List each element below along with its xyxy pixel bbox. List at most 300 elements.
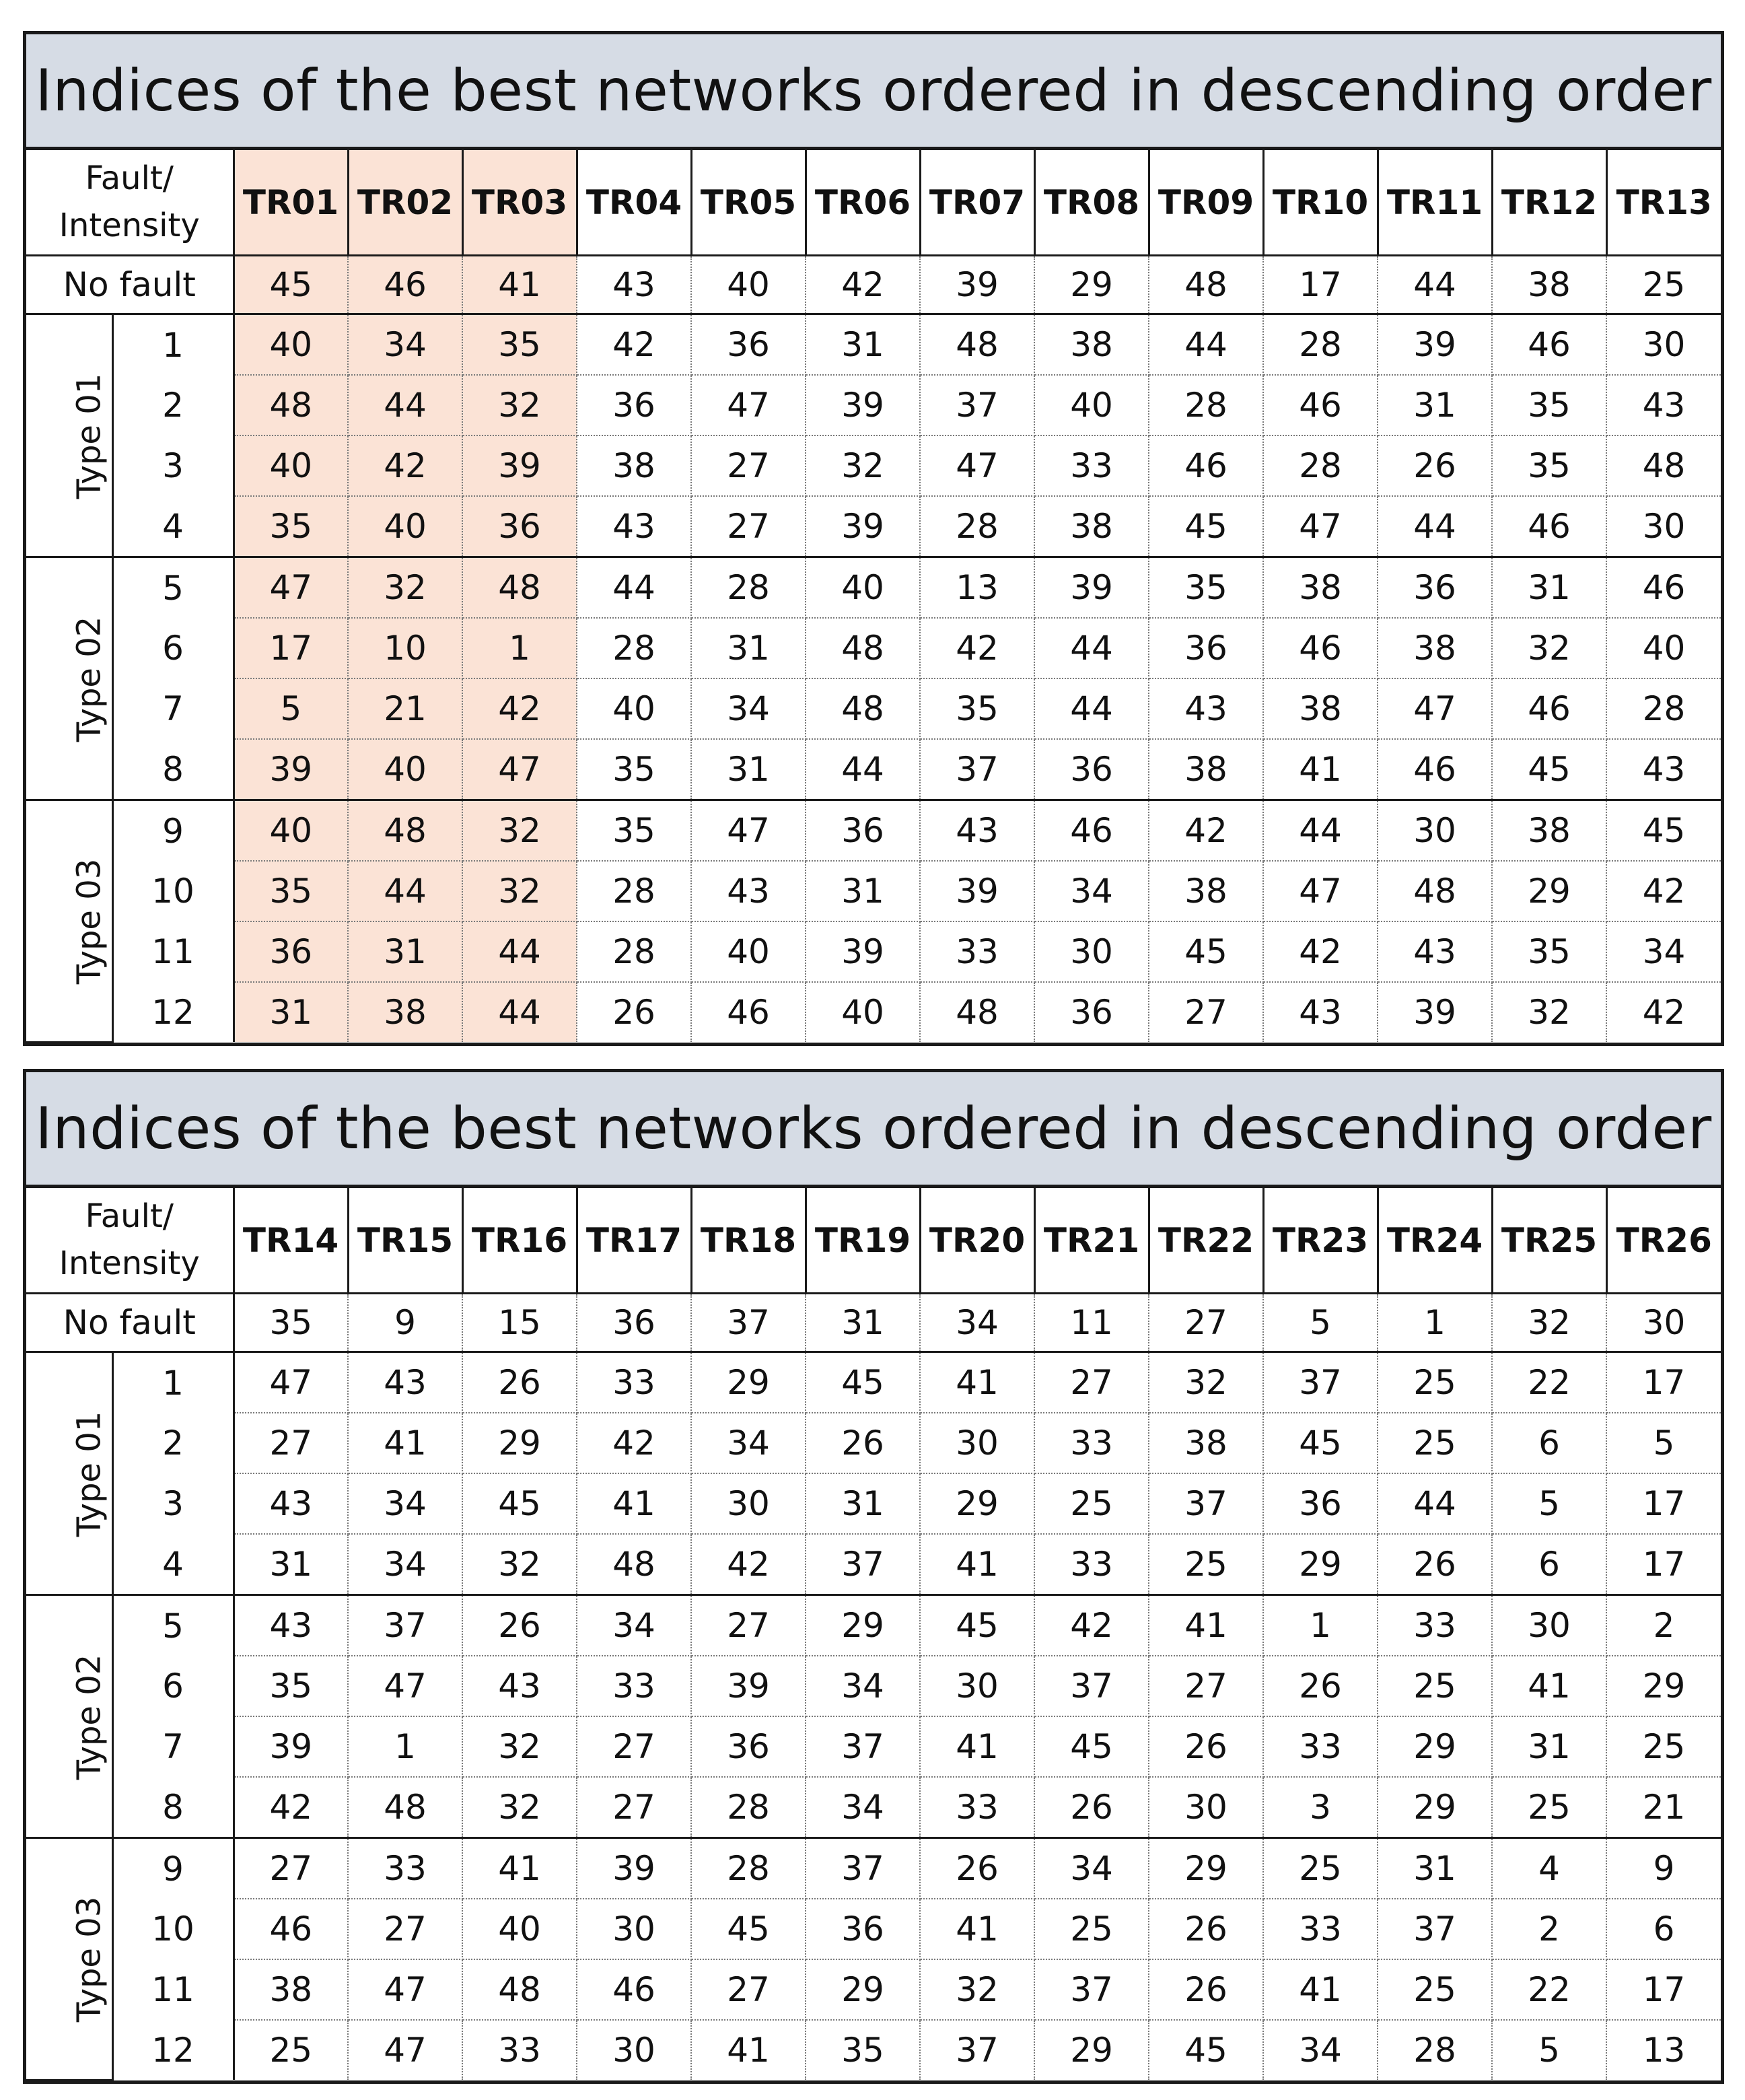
table-cell: 39 — [234, 739, 348, 800]
table-title: Indices of the best networks ordered in descending order — [26, 1072, 1721, 1188]
table-cell: 30 — [577, 2020, 691, 2080]
column-header: TR12 — [1492, 150, 1606, 256]
table-cell: 25 — [1378, 1352, 1492, 1413]
table-cell: 37 — [920, 739, 1034, 800]
table-cell: 48 — [577, 1534, 691, 1595]
column-header: TR22 — [1149, 1188, 1263, 1294]
table-cell: 42 — [1642, 993, 1686, 1032]
corner-line-1: Fault/ — [85, 1197, 174, 1235]
table-cell: 44 — [1378, 496, 1492, 557]
table-cell: 5 — [1492, 2020, 1606, 2080]
table-cell: 43 — [234, 1595, 348, 1656]
table-cell: 34 — [806, 1656, 920, 1716]
table-cell: 32 — [462, 800, 577, 862]
table-cell: 35 — [234, 1656, 348, 1716]
table-cell: 29 — [1034, 2020, 1149, 2080]
table-cell: 27 — [691, 1595, 806, 1656]
table-cell: 33 — [1263, 1899, 1378, 1959]
table-cell: 27 — [1034, 1352, 1149, 1413]
table-cell: 44 — [1149, 314, 1263, 376]
table-cell: 29 — [1378, 1716, 1492, 1777]
fault-type-label — [26, 557, 112, 800]
table-cell: 35 — [234, 496, 348, 557]
table-cell: 44 — [1034, 618, 1149, 678]
table-cell: 44 — [1263, 800, 1378, 862]
table-cell: 43 — [234, 1473, 348, 1534]
table-cell: 41 — [691, 2020, 806, 2080]
table-cell: 39 — [1378, 982, 1492, 1042]
table-cell: 47 — [348, 1959, 462, 2020]
table-cell: 45 — [1492, 739, 1606, 800]
column-header: TR09 — [1149, 150, 1263, 256]
table-cell: 40 — [234, 314, 348, 376]
table-cell: 32 — [462, 1777, 577, 1838]
network-index-table — [26, 150, 1721, 1043]
table-cell: 28 — [691, 557, 806, 619]
table-cell: 5 — [1492, 1473, 1606, 1534]
table-cell: 31 — [806, 314, 920, 376]
table-cell: 26 — [1378, 1534, 1492, 1595]
table-cell: 31 — [234, 982, 348, 1042]
table-cell: 27 — [691, 496, 806, 557]
table-cell: 25 — [1378, 1413, 1492, 1473]
table-cell: 45 — [691, 1899, 806, 1959]
intensity-label: 9 — [112, 800, 234, 862]
table-cell: 29 — [1149, 1838, 1263, 1899]
table-cell: 40 — [234, 800, 348, 862]
table-cell: 32 — [1492, 1294, 1606, 1352]
table-cell: 32 — [920, 1959, 1034, 2020]
table-cell: 29 — [806, 1595, 920, 1656]
table-cell: 43 — [691, 861, 806, 921]
table-cell: 33 — [462, 2020, 577, 2080]
table-cell: 28 — [691, 1838, 806, 1899]
table-cell: 36 — [462, 496, 577, 557]
table-cell: 43 — [1263, 982, 1378, 1042]
table-cell: 41 — [462, 1838, 577, 1899]
fault-type-text: Type 01 — [70, 373, 108, 499]
table-row — [26, 1656, 1721, 1716]
table-cell: 42 — [577, 314, 691, 376]
table-cell: 34 — [577, 1595, 691, 1656]
table-cell: 31 — [1378, 1838, 1492, 1899]
intensity-label: 1 — [112, 314, 234, 376]
table-cell: 13 — [920, 557, 1034, 619]
table-cell: 26 — [1378, 435, 1492, 496]
table-cell: 44 — [1034, 678, 1149, 739]
table-cell: 31 — [348, 921, 462, 982]
table-cell: 38 — [1492, 800, 1606, 862]
intensity-label: 2 — [112, 375, 234, 435]
table-cell: 26 — [806, 1413, 920, 1473]
table-cell: 28 — [577, 921, 691, 982]
column-header: TR17 — [577, 1188, 691, 1294]
table-cell: 35 — [462, 314, 577, 376]
table-row — [26, 1534, 1721, 1595]
table-cell: 28 — [920, 496, 1034, 557]
intensity-label: 3 — [112, 1473, 234, 1534]
table-cell: 29 — [462, 1413, 577, 1473]
table-row — [26, 800, 1721, 862]
table-cell: 1 — [1378, 1294, 1492, 1352]
table-row — [26, 1413, 1721, 1473]
table-row — [26, 1473, 1721, 1534]
table-cell: 25 — [1034, 1899, 1149, 1959]
table-cell: 38 — [1263, 557, 1378, 619]
intensity-label: 4 — [112, 1534, 234, 1595]
table-cell: 46 — [1492, 678, 1606, 739]
column-header: TR23 — [1263, 1188, 1378, 1294]
table-cell: 45 — [1263, 1413, 1378, 1473]
table-cell: 36 — [1149, 618, 1263, 678]
fault-type-label — [26, 1352, 112, 1595]
table-cell: 28 — [577, 618, 691, 678]
table-cell: 10 — [348, 618, 462, 678]
table-cell: 40 — [234, 435, 348, 496]
intensity-label: 7 — [112, 1716, 234, 1777]
table-cell: 38 — [1034, 314, 1149, 376]
table-cell: 15 — [462, 1294, 577, 1352]
table-cell: 39 — [806, 375, 920, 435]
table-cell: 48 — [1149, 256, 1263, 314]
table-cell: 22 — [1492, 1959, 1606, 2020]
table-cell: 31 — [1378, 375, 1492, 435]
table-cell: 26 — [462, 1595, 577, 1656]
fault-type-text: Type 02 — [70, 1654, 108, 1780]
column-header: TR16 — [462, 1188, 577, 1294]
table-cell: 34 — [806, 1777, 920, 1838]
table-cell: 28 — [1606, 678, 1721, 739]
results-table-panel-1 — [23, 31, 1724, 1046]
table-cell: 41 — [1149, 1595, 1263, 1656]
table-cell: 40 — [462, 1899, 577, 1959]
column-header: TR21 — [1034, 1188, 1149, 1294]
table-cell: 21 — [1606, 1777, 1721, 1838]
table-cell: 22 — [1492, 1352, 1606, 1413]
table-cell: 38 — [1034, 496, 1149, 557]
table-cell: 43 — [462, 1656, 577, 1716]
table-cell: 47 — [920, 435, 1034, 496]
table-cell: 40 — [348, 739, 462, 800]
intensity-label: 4 — [112, 496, 234, 557]
intensity-label: 6 — [112, 1656, 234, 1716]
table-cell: 26 — [577, 982, 691, 1042]
table-cell: 46 — [1263, 618, 1378, 678]
table-cell: 35 — [920, 678, 1034, 739]
intensity-label: 2 — [112, 1413, 234, 1473]
column-header: TR03 — [462, 150, 577, 256]
fault-type-text: Type 03 — [70, 1896, 108, 2023]
table-cell: 43 — [348, 1352, 462, 1413]
table-cell: 36 — [234, 921, 348, 982]
table-cell: 39 — [806, 496, 920, 557]
no-fault-label: No fault — [26, 256, 234, 314]
table-cell: 5 — [234, 678, 348, 739]
table-cell: 17 — [1606, 1473, 1721, 1534]
table-cell: 37 — [1034, 1656, 1149, 1716]
table-cell: 36 — [806, 800, 920, 862]
column-header: TR10 — [1263, 150, 1378, 256]
table-cell: 29 — [1492, 861, 1606, 921]
table-cell: 4 — [1492, 1838, 1606, 1899]
intensity-label: 9 — [112, 1838, 234, 1899]
table-cell: 34 — [920, 1294, 1034, 1352]
column-header: TR06 — [806, 150, 920, 256]
table-cell: 32 — [462, 375, 577, 435]
table-cell: 33 — [1034, 1534, 1149, 1595]
table-cell: 30 — [920, 1413, 1034, 1473]
table-cell: 29 — [1263, 1534, 1378, 1595]
table-cell: 48 — [920, 314, 1034, 376]
table-cell: 48 — [806, 678, 920, 739]
table-cell: 37 — [691, 1294, 806, 1352]
fault-type-text: Type 01 — [70, 1411, 108, 1537]
network-index-table — [26, 1188, 1721, 2081]
table-cell: 43 — [577, 496, 691, 557]
table-cell: 25 — [1034, 1473, 1149, 1534]
table-cell: 34 — [691, 1413, 806, 1473]
table-cell: 35 — [234, 861, 348, 921]
fault-type-text: Type 03 — [70, 858, 108, 985]
table-cell: 41 — [1492, 1656, 1606, 1716]
table-cell: 33 — [577, 1656, 691, 1716]
table-cell: 45 — [462, 1473, 577, 1534]
table-cell: 37 — [1263, 1352, 1378, 1413]
column-header: TR08 — [1034, 150, 1149, 256]
table-cell: 43 — [920, 800, 1034, 862]
table-cell: 36 — [1378, 557, 1492, 619]
table-cell: 3 — [1263, 1777, 1378, 1838]
table-cell: 25 — [1606, 1716, 1721, 1777]
table-cell: 48 — [806, 618, 920, 678]
table-cell: 39 — [577, 1838, 691, 1899]
column-header: TR26 — [1606, 1188, 1721, 1294]
table-cell: 48 — [348, 1777, 462, 1838]
column-header: TR11 — [1378, 150, 1492, 256]
table-cell: 35 — [1492, 435, 1606, 496]
table-cell: 35 — [1149, 557, 1263, 619]
column-header: TR01 — [234, 150, 348, 256]
table-cell: 31 — [691, 739, 806, 800]
table-cell: 38 — [1263, 678, 1378, 739]
table-cell: 41 — [920, 1534, 1034, 1595]
table-cell: 25 — [1492, 1777, 1606, 1838]
table-cell: 41 — [920, 1352, 1034, 1413]
table-row — [26, 618, 1721, 678]
table-cell: 34 — [1263, 2020, 1378, 2080]
table-cell: 17 — [1606, 1534, 1721, 1595]
table-cell: 31 — [1492, 557, 1606, 619]
table-cell: 47 — [234, 557, 348, 619]
table-cell: 31 — [234, 1534, 348, 1595]
column-header: TR14 — [234, 1188, 348, 1294]
table-cell: 27 — [691, 1959, 806, 2020]
table-cell: 25 — [1149, 1534, 1263, 1595]
table-cell: 25 — [1606, 256, 1721, 314]
table-cell: 33 — [1034, 1413, 1149, 1473]
table-cell: 45 — [920, 1595, 1034, 1656]
column-header: TR19 — [806, 1188, 920, 1294]
table-cell: 48 — [348, 800, 462, 862]
table-cell: 46 — [1378, 739, 1492, 800]
table-cell: 30 — [1378, 800, 1492, 862]
table-cell: 46 — [1263, 375, 1378, 435]
table-cell: 40 — [1606, 618, 1721, 678]
table-cell: 33 — [1378, 1595, 1492, 1656]
column-header: TR05 — [691, 150, 806, 256]
table-cell: 48 — [1378, 861, 1492, 921]
table-cell: 17 — [1263, 256, 1378, 314]
fault-type-label — [26, 1595, 112, 1838]
table-cell: 46 — [234, 1899, 348, 1959]
table-cell: 30 — [1606, 496, 1721, 557]
intensity-label: 8 — [112, 739, 234, 800]
table-row — [26, 557, 1721, 619]
table-cell: 44 — [462, 982, 577, 1042]
column-header: TR04 — [577, 150, 691, 256]
no-fault-row — [26, 256, 1721, 314]
table-cell: 44 — [806, 739, 920, 800]
table-cell: 33 — [920, 1777, 1034, 1838]
table-cell: 39 — [920, 861, 1034, 921]
table-cell: 41 — [920, 1899, 1034, 1959]
table-cell: 34 — [348, 1473, 462, 1534]
table-cell: 39 — [1034, 557, 1149, 619]
table-cell: 25 — [1378, 1959, 1492, 2020]
table-cell: 45 — [806, 1352, 920, 1413]
table-cell: 11 — [1034, 1294, 1149, 1352]
table-cell: 27 — [691, 435, 806, 496]
table-cell: 29 — [1606, 1656, 1721, 1716]
table-cell: 26 — [1149, 1899, 1263, 1959]
fault-type-label — [26, 1838, 112, 2080]
table-cell: 32 — [462, 1534, 577, 1595]
table-cell: 41 — [920, 1716, 1034, 1777]
fault-intensity-header — [26, 1188, 234, 1294]
table-row — [26, 982, 1721, 1042]
table-cell: 47 — [348, 1656, 462, 1716]
table-cell: 45 — [1034, 1716, 1149, 1777]
table-cell: 26 — [1034, 1777, 1149, 1838]
table-cell: 35 — [1492, 921, 1606, 982]
table-cell: 42 — [577, 1413, 691, 1473]
table-cell: 47 — [1263, 496, 1378, 557]
table-cell: 39 — [691, 1656, 806, 1716]
column-header: TR02 — [348, 150, 462, 256]
table-cell: 27 — [1149, 1294, 1263, 1352]
intensity-label: 5 — [112, 1595, 234, 1656]
table-cell: 32 — [1149, 1352, 1263, 1413]
table-cell: 40 — [806, 557, 920, 619]
table-cell: 31 — [1492, 1716, 1606, 1777]
table-cell: 41 — [462, 256, 577, 314]
table-cell: 32 — [1492, 618, 1606, 678]
intensity-label: 12 — [112, 982, 234, 1042]
table-row — [26, 678, 1721, 739]
table-cell: 47 — [234, 1352, 348, 1413]
table-cell: 38 — [234, 1959, 348, 2020]
table-cell: 38 — [1149, 739, 1263, 800]
table-cell: 34 — [691, 678, 806, 739]
table-cell: 43 — [1149, 678, 1263, 739]
table-cell: 45 — [1149, 496, 1263, 557]
table-cell: 31 — [806, 861, 920, 921]
table-cell: 45 — [1149, 921, 1263, 982]
table-cell: 37 — [806, 1838, 920, 1899]
table-cell: 26 — [1149, 1716, 1263, 1777]
table-cell: 31 — [691, 618, 806, 678]
table-row — [26, 496, 1721, 557]
table-cell: 40 — [691, 256, 806, 314]
table-cell: 6 — [1492, 1534, 1606, 1595]
table-cell: 28 — [1263, 435, 1378, 496]
table-cell: 31 — [806, 1473, 920, 1534]
table-cell: 45 — [1606, 800, 1721, 862]
table-cell: 17 — [1606, 1959, 1721, 2020]
table-cell: 29 — [806, 1959, 920, 2020]
table-cell: 28 — [1149, 375, 1263, 435]
table-cell: 17 — [234, 618, 348, 678]
table-cell: 42 — [806, 256, 920, 314]
table-cell: 32 — [462, 861, 577, 921]
table-cell: 32 — [1492, 982, 1606, 1042]
header-row — [26, 1188, 1721, 1294]
table-cell: 36 — [1034, 982, 1149, 1042]
table-cell: 38 — [1149, 1413, 1263, 1473]
table-cell: 36 — [691, 314, 806, 376]
table-cell: 30 — [1492, 1595, 1606, 1656]
table-cell: 37 — [1378, 1899, 1492, 1959]
table-row — [26, 1777, 1721, 1838]
table-cell: 39 — [920, 256, 1034, 314]
table-cell: 40 — [577, 678, 691, 739]
table-cell: 40 — [348, 496, 462, 557]
table-cell: 26 — [920, 1838, 1034, 1899]
table-cell: 17 — [1606, 1352, 1721, 1413]
table-cell: 21 — [348, 678, 462, 739]
table-cell: 30 — [1034, 921, 1149, 982]
table-cell: 38 — [1492, 256, 1606, 314]
table-cell: 29 — [1034, 256, 1149, 314]
table-cell: 26 — [1149, 1959, 1263, 2020]
table-cell: 43 — [1606, 375, 1721, 435]
table-cell: 35 — [806, 2020, 920, 2080]
intensity-label: 11 — [112, 1959, 234, 2020]
table-cell: 42 — [1149, 800, 1263, 862]
table-cell: 27 — [1149, 982, 1263, 1042]
table-cell: 30 — [1606, 314, 1721, 376]
table-cell: 27 — [577, 1716, 691, 1777]
table-cell: 48 — [920, 982, 1034, 1042]
table-cell: 48 — [1606, 435, 1721, 496]
table-cell: 39 — [806, 921, 920, 982]
table-row — [26, 1595, 1721, 1656]
fault-intensity-header — [26, 150, 234, 256]
table-cell: 34 — [1606, 921, 1721, 982]
table-cell: 28 — [1378, 2020, 1492, 2080]
table-cell: 46 — [691, 982, 806, 1042]
table-cell: 32 — [806, 435, 920, 496]
table-cell: 35 — [577, 800, 691, 862]
table-cell: 42 — [1606, 861, 1721, 921]
intensity-label: 8 — [112, 1777, 234, 1838]
table-cell: 30 — [691, 1473, 806, 1534]
table-cell: 36 — [577, 1294, 691, 1352]
table-cell: 25 — [1263, 1838, 1378, 1899]
fault-type-text: Type 02 — [70, 616, 108, 742]
table-cell: 37 — [920, 2020, 1034, 2080]
table-row — [26, 375, 1721, 435]
